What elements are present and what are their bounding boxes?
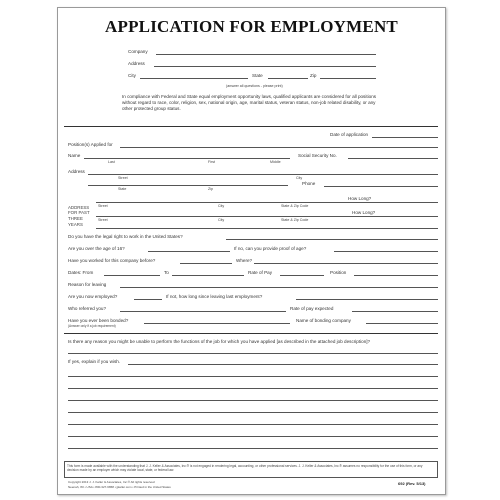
- explain-line-3[interactable]: [68, 388, 438, 389]
- past-address-label-2: FOR PAST: [68, 210, 90, 215]
- past-city-1-caption: City: [218, 204, 225, 208]
- rate-expected-field[interactable]: [352, 311, 438, 312]
- now-employed-field[interactable]: [134, 299, 162, 300]
- address-line-field[interactable]: [88, 174, 438, 175]
- proof-age-question: If no, can you provide proof of age?: [234, 246, 307, 251]
- worked-before-field[interactable]: [180, 263, 232, 264]
- who-referred-label: Who referred you?: [68, 306, 107, 311]
- bonding-company-label: Name of bonding company: [296, 318, 351, 323]
- explain-line-2[interactable]: [68, 376, 438, 377]
- ssn-label: Social Security No.: [298, 153, 337, 158]
- over-16-question: Are you over the age of 16?: [68, 246, 125, 251]
- phone-field[interactable]: [324, 186, 438, 187]
- legal-right-field[interactable]: [226, 239, 438, 240]
- past-address-3-field[interactable]: [96, 228, 438, 229]
- rate-of-pay-field[interactable]: [280, 275, 324, 276]
- past-address-label-3: THREE: [68, 216, 83, 221]
- street-caption: Street: [118, 176, 128, 180]
- where-label: Where?: [236, 258, 253, 263]
- application-form-page: [57, 7, 446, 495]
- zip-caption: Zip: [208, 187, 213, 191]
- unable-question: Is there any reason you might be unable to perform the functions of the job for which you have applied [as described in the attached job description]?: [68, 339, 371, 344]
- rate-expected-label: Rate of pay expected: [290, 306, 334, 311]
- not-how-long-field[interactable]: [296, 299, 438, 300]
- past-street-2-caption: Street: [98, 218, 108, 222]
- disclaimer-text: This form is made available with the understanding that J. J. Keller & Associates, Inc.® is not engaged in rendering legal, accounting, or other professional services. J. J. Keller & Associates, Inc.® assumes no responsibility for the use of this form, or any decision made by an employer which may violate local, state, or federal law.: [67, 464, 423, 473]
- explain-label: If yes, explain if you wish.: [68, 359, 121, 364]
- compliance-text: In compliance with Federal and State equal employment opportunity laws, qualified applicants are considered for all positions without regard to race, color, religion, sex, national origin, age, marital status, veteran status, non-job related disability, or any other protected group status.: [122, 94, 377, 112]
- address-line-label: Address: [68, 169, 85, 174]
- date-of-application-label: Date of application: [330, 132, 369, 137]
- company-field[interactable]: [156, 54, 376, 55]
- dates-from-label: Dates: From: [68, 270, 94, 275]
- not-how-long-question: If not, how long since leaving last employment?: [166, 294, 263, 299]
- form-title: APPLICATION FOR EMPLOYMENT: [105, 17, 398, 36]
- past-address-1-field[interactable]: [96, 202, 438, 203]
- unable-answer-field[interactable]: [68, 353, 438, 354]
- past-address-2-field[interactable]: [96, 216, 438, 217]
- answer-note: (answer all questions - please print): [226, 84, 283, 88]
- position-applied-field[interactable]: [120, 147, 438, 148]
- proof-age-field[interactable]: [334, 251, 438, 252]
- address-field[interactable]: [154, 66, 376, 67]
- form-number: 692 (Rev. 5/13): [398, 481, 426, 486]
- explain-line-8[interactable]: [68, 448, 438, 449]
- bonding-company-field[interactable]: [366, 323, 438, 324]
- over-16-field[interactable]: [148, 251, 230, 252]
- dates-to-field[interactable]: [172, 275, 244, 276]
- divider-top: [64, 126, 438, 127]
- bonded-note: (Answer only if a job requirement): [68, 324, 116, 328]
- address-line-2-field[interactable]: [88, 185, 288, 186]
- dates-from-field[interactable]: [104, 275, 160, 276]
- position-field[interactable]: [354, 275, 438, 276]
- zip-field[interactable]: [320, 78, 376, 79]
- explain-line-6[interactable]: [68, 424, 438, 425]
- reason-leaving-field[interactable]: [120, 287, 438, 288]
- reason-leaving-label: Reason for leaving: [68, 282, 107, 287]
- legal-right-question: Do you have the legal right to work in the United States?: [68, 234, 183, 239]
- past-address-label-4: YEARS: [68, 222, 83, 227]
- how-long-label: How Long?: [348, 196, 372, 201]
- name-field[interactable]: [84, 158, 290, 159]
- past-address-label-1: ADDRESS: [68, 205, 90, 210]
- how-long-2-label: How Long?: [352, 210, 376, 215]
- name-middle-caption: Middle: [270, 160, 281, 164]
- bonded-field[interactable]: [144, 323, 290, 324]
- bonded-question: Have you ever been bonded?: [68, 318, 129, 323]
- now-employed-question: Are you now employed?: [68, 294, 118, 299]
- past-statezip-2-caption: State & Zip Code: [281, 218, 309, 222]
- ssn-field[interactable]: [348, 158, 438, 159]
- state-label: State: [252, 73, 263, 78]
- name-first-caption: First: [208, 160, 215, 164]
- copyright-line-1: Copyright 2013 J. J. Keller & Associates, Inc.® All rights reserved: [68, 480, 155, 484]
- explain-line-5[interactable]: [68, 412, 438, 413]
- explain-line-1[interactable]: [128, 364, 438, 365]
- divider-middle: [64, 333, 438, 334]
- city-field[interactable]: [140, 78, 248, 79]
- worked-before-question: Have you worked for this company before?: [68, 258, 156, 263]
- state-field[interactable]: [268, 78, 308, 79]
- where-field[interactable]: [254, 263, 438, 264]
- past-city-2-caption: City: [218, 218, 225, 222]
- zip-label: Zip: [310, 73, 317, 78]
- name-label: Name: [68, 153, 81, 158]
- rate-of-pay-label: Rate of Pay: [248, 270, 273, 275]
- date-of-application-field[interactable]: [372, 137, 438, 138]
- past-statezip-1-caption: State & Zip Code: [281, 204, 309, 208]
- name-last-caption: Last: [108, 160, 115, 164]
- to-label: To: [164, 270, 169, 275]
- address-label: Address: [128, 61, 145, 66]
- disclaimer-box: [64, 461, 438, 478]
- past-street-1-caption: Street: [98, 204, 108, 208]
- city-label: City: [128, 73, 136, 78]
- city-caption: City: [296, 176, 303, 180]
- company-label: Company: [128, 49, 148, 54]
- state-caption: State: [118, 187, 127, 191]
- phone-label: Phone: [302, 181, 316, 186]
- copyright-line-2: Neenah, WI • USA • 800-327-6868 • jjkeller.com • Printed in the United States: [68, 485, 171, 489]
- who-referred-field[interactable]: [120, 311, 286, 312]
- explain-line-4[interactable]: [68, 400, 438, 401]
- position-applied-label: Position(s) Applied for: [68, 142, 113, 147]
- explain-line-7[interactable]: [68, 436, 438, 437]
- position-label: Position: [330, 270, 347, 275]
